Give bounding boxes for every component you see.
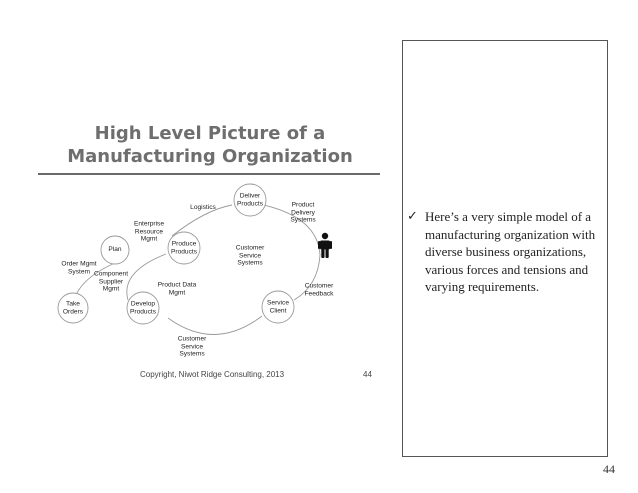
label-develop-products: Develop Products	[129, 300, 157, 315]
label-enterprise-resource-mgmt: Enterprise Resource Mgmt	[133, 220, 165, 243]
slide-title-line-1: High Level Picture of a	[94, 123, 326, 144]
label-logistics: Logistics	[190, 204, 216, 212]
label-component-supplier-mgmt: Component Supplier Mgmt	[93, 270, 129, 293]
label-plan: Plan	[108, 246, 122, 254]
label-customer-feedback: Customer Feedback	[304, 282, 334, 297]
arc-service-develop	[168, 316, 262, 335]
label-customer-service-systems-bottom: Customer Service Systems	[177, 335, 207, 358]
slide-title-line-2: Manufacturing Organization	[67, 146, 353, 167]
notes-text: Here’s a very simple model of a manufacturing organization with diverse business organizations, various forces and tensions and varying requirements.	[425, 209, 596, 294]
label-order-mgmt-system: Order Mgmt System	[61, 260, 97, 275]
label-customer-service-systems-top: Customer Service Systems	[235, 244, 265, 267]
slide-page-number: 44	[363, 370, 372, 379]
check-icon: ✓	[407, 209, 418, 224]
label-take-orders: Take Orders	[62, 300, 84, 315]
label-product-delivery-systems: Product Delivery Systems	[290, 201, 316, 224]
slide-title	[38, 122, 382, 168]
label-service-client: Service Client	[267, 299, 289, 314]
page-number: 44	[603, 462, 615, 476]
label-deliver-products: Deliver Products	[236, 192, 264, 207]
slide-copyright: Copyright, Niwot Ridge Consulting, 2013	[140, 370, 285, 379]
label-product-data-mgmt: Product Data Mgmt	[157, 281, 197, 296]
label-produce-products: Produce Products	[170, 240, 198, 255]
